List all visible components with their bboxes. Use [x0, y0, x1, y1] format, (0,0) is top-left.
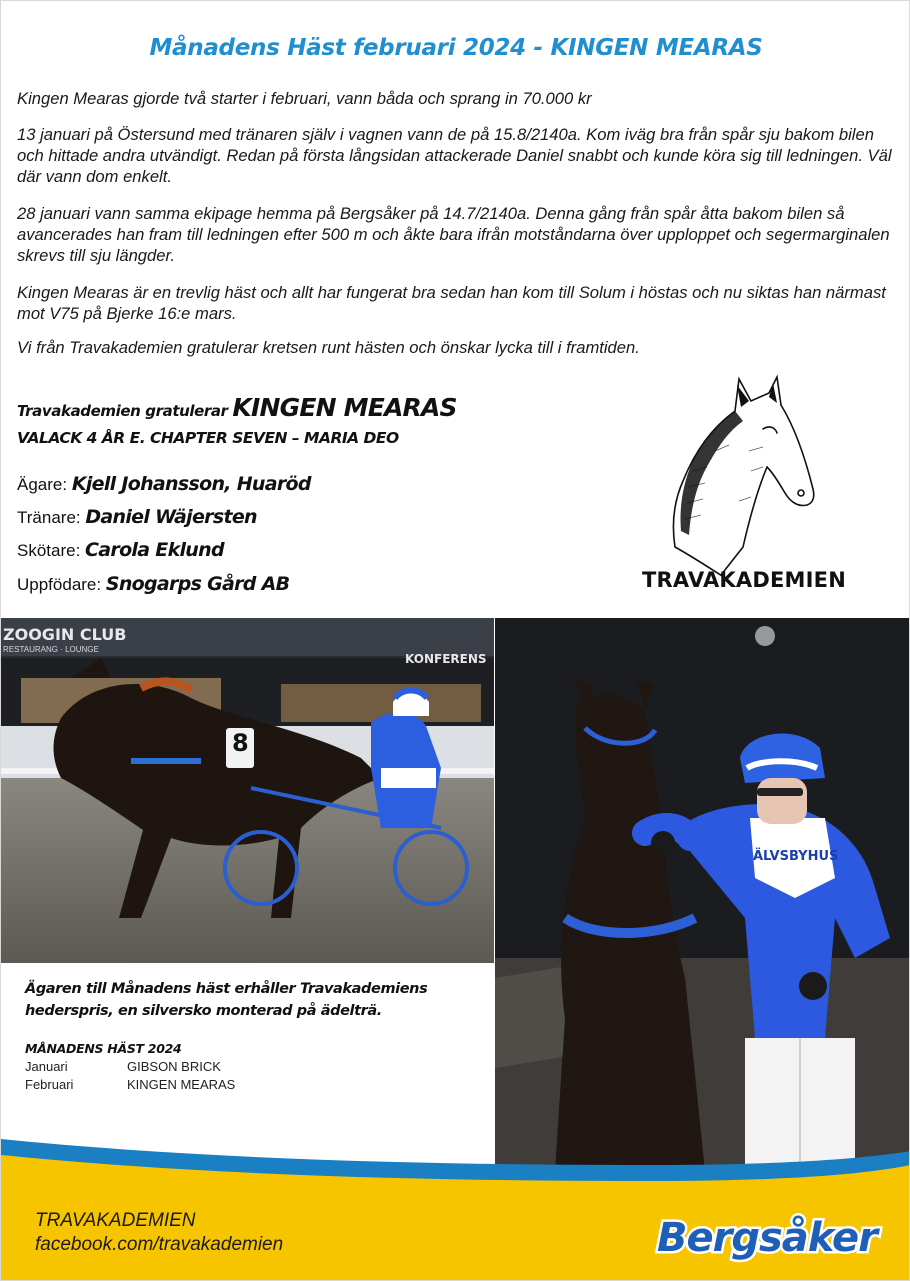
groom-value: Carola Eklund — [85, 539, 224, 561]
groom-line — [17, 539, 224, 561]
bergsaker-wordmark: Bergsåker — [657, 1215, 877, 1261]
conference-sign: KONFERENS — [405, 652, 487, 666]
history-title: MÅNADENS HÄST 2024 — [25, 1041, 182, 1056]
history-row — [25, 1059, 221, 1074]
trainer-label: Tränare: — [17, 508, 86, 527]
paragraph-race-2: 28 januari vann samma ekipage hemma på Bergsåker på 14.7/2140a. Denna gång från spår åtta bakom bilen så avancerades han fram till ledningen efter 500 m och åkte bara ifrån motståndarna över upploppet och segermarginalen skrevs till sju längder. — [17, 204, 890, 265]
history-month: Februari — [25, 1077, 74, 1092]
owner-label: Ägare: — [17, 475, 72, 494]
history-row — [25, 1077, 235, 1092]
horse-name: KINGEN MEARAS — [232, 393, 457, 422]
footer-facebook: facebook.com/travakademien — [35, 1234, 284, 1255]
horse-head-logo — [631, 371, 871, 601]
owner-line — [17, 473, 311, 495]
history-month: Januari — [25, 1059, 68, 1074]
trainer-line — [17, 506, 257, 528]
groom-label: Skötare: — [17, 541, 86, 560]
winner-photo — [495, 618, 910, 1171]
congrats-lead: Travakademien gratulerar — [17, 402, 233, 420]
horse-congrats — [17, 393, 457, 422]
paragraph-race-1: 13 januari på Östersund med tränaren själv i vagnen vann de på 15.8/2140a. Kom iväg bra från spår sju bakom bilen och hittade andra utvändigt. Redan på första långsidan attackerade Daniel snabbt och kunde köra sig till ledningen. Väl där vann dom enkelt. — [17, 125, 892, 186]
history-horse: GIBSON BRICK — [127, 1059, 221, 1074]
breeder-value: Snogarps Gård AB — [105, 573, 290, 595]
trainer-value: Daniel Wäjersten — [85, 506, 257, 528]
paragraph-summary: Kingen Mearas gjorde två starter i februari, vann båda och sprang in 70.000 kr — [17, 89, 592, 108]
owner-value: Kjell Johansson, Huaröd — [71, 473, 311, 495]
paragraph-congratulations: Vi från Travakademien gratulerar kretsen runt hästen och önskar lycka till i framtiden. — [17, 338, 640, 357]
driver-sponsor: ÄLVSBYHUS — [753, 849, 839, 864]
award-text: Ägaren till Månadens häst erhåller Travakademiens hederspris, en silversko monterad på ädelträ. — [25, 981, 428, 1019]
history-horse: KINGEN MEARAS — [127, 1077, 236, 1092]
footer-org: TRAVAKADEMIEN — [35, 1210, 196, 1231]
page-title: Månadens Häst februari 2024 - KINGEN MEARAS — [149, 35, 763, 61]
breeder-label: Uppfödare: — [17, 575, 106, 594]
arena-sign: ZOOGIN CLUB — [3, 625, 127, 644]
logo-wordmark: TRAVAKADEMIEN — [642, 568, 846, 592]
start-number: 8 — [232, 729, 249, 757]
arena-subsign: RESTAURANG · LOUNGE — [3, 645, 99, 654]
horse-pedigree: VALACK 4 ÅR E. CHAPTER SEVEN – MARIA DEO — [17, 429, 399, 447]
paragraph-plans: Kingen Mearas är en trevlig häst och allt har fungerat bra sedan han kom till Solum i höstas och nu siktas han närmast mot V75 på Bjerke 16:e mars. — [17, 283, 886, 323]
race-photo — [1, 618, 494, 963]
bergsaker-logo — [651, 1196, 886, 1274]
breeder-line — [17, 573, 289, 595]
